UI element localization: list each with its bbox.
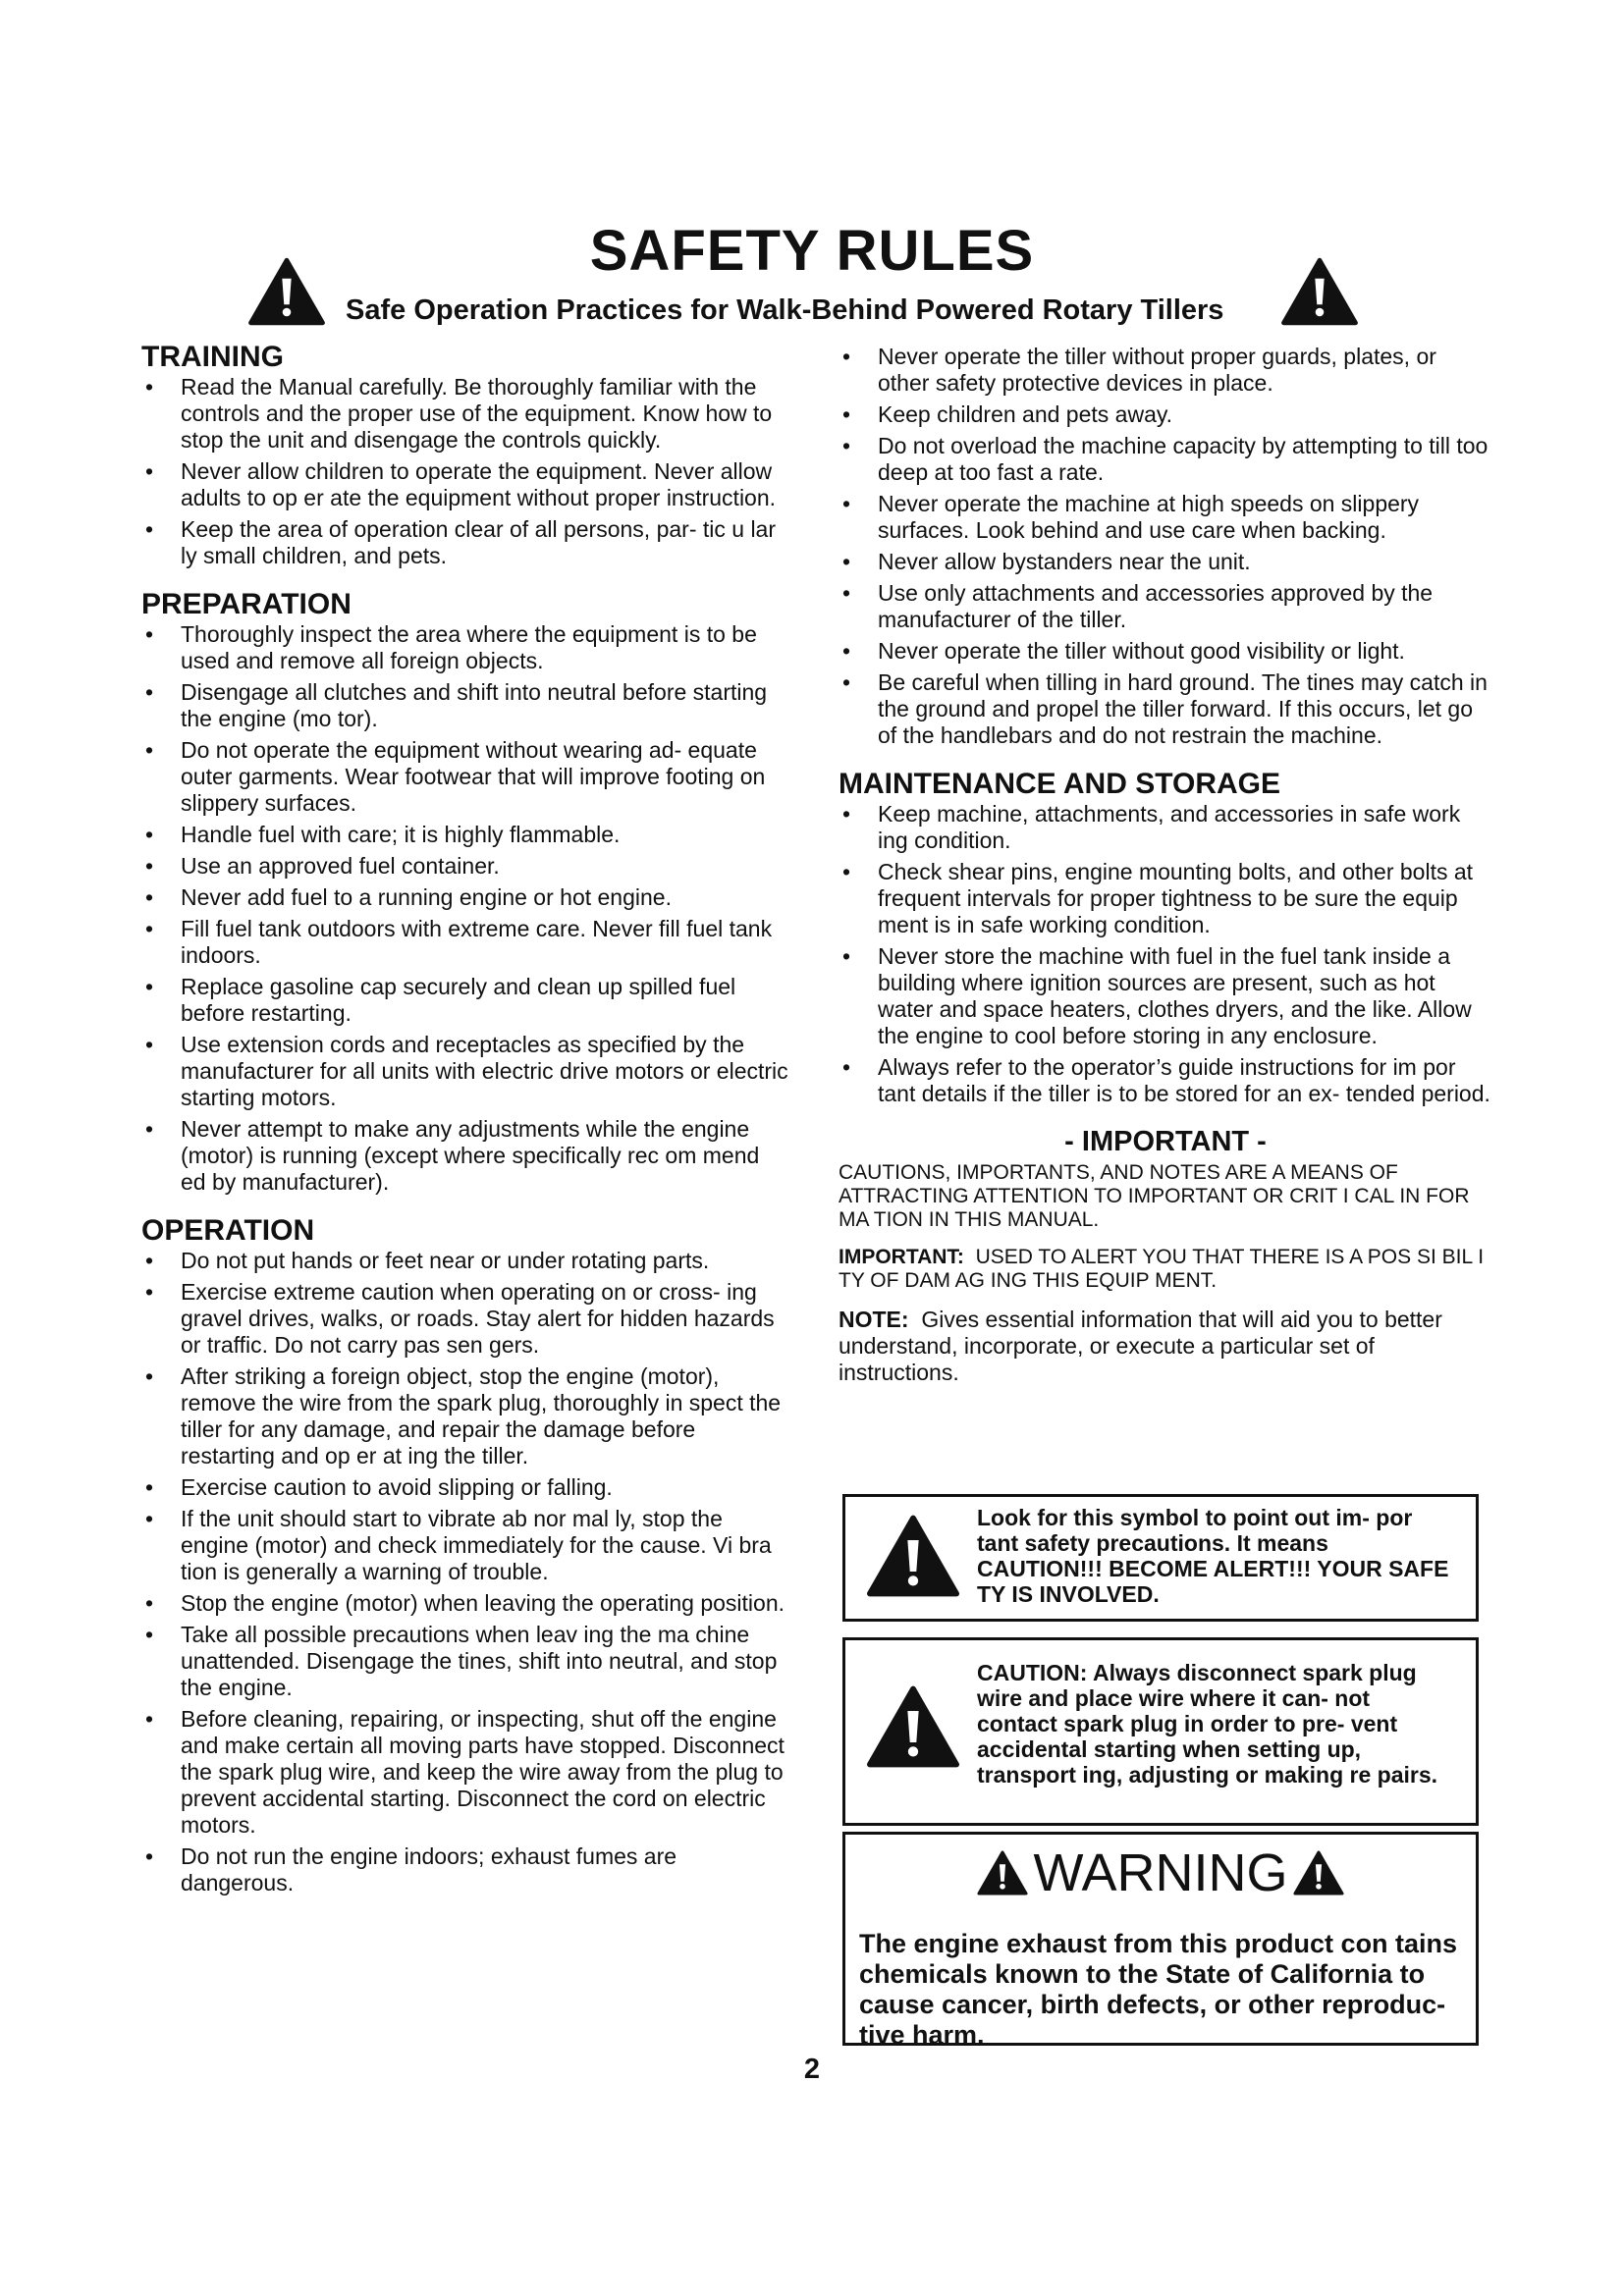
warning-triangle-icon (867, 1683, 959, 1770)
warning-text: The engine exhaust from this product con tains chemicals known to the State of California to cause cancer, birth defects, or other reproduc- tive harm. (859, 1929, 1458, 2050)
warning-box (842, 1832, 1479, 2050)
note-definition (839, 1307, 1492, 1386)
important-text: USED TO ALERT YOU THAT THERE IS A POS SI BIL I TY OF DAM AG ING THIS EQUIP MENT. (839, 1246, 1485, 1292)
list-item: • If the unit should start to vibrate ab nor mal ly, stop the engine (motor) and check immediately for the cause. Vi bra tion is generally a warning of trouble. (141, 1506, 789, 1585)
section-title-operation: OPERATION (141, 1214, 315, 1247)
list-item: • Fill fuel tank outdoors with extreme care. Never fill fuel tank indoors. (141, 916, 789, 969)
list-item: • Do not run the engine indoors; exhaust fumes are dangerous. (141, 1843, 789, 1896)
list-item: • Never allow bystanders near the unit. (839, 549, 1492, 575)
operation-continued-list (839, 344, 1492, 749)
important-definition (839, 1246, 1492, 1293)
list-item: • Keep machine, attachments, and accessories in safe work ing condition. (839, 801, 1492, 854)
list-item: • Stop the engine (motor) when leaving the operating position. (141, 1590, 789, 1617)
list-item: • Use an approved fuel container. (141, 853, 789, 880)
safety-symbol-text: Look for this symbol to point out im- por tant safety precautions. It means CAUTION!!! BECOME ALERT!!! YOUR SAFE TY IS INVOLVED. (977, 1505, 1449, 1607)
warning-triangle-icon (977, 1850, 1028, 1896)
safety-symbol-box (842, 1494, 1479, 1622)
list-item: • Do not overload the machine capacity by attempting to till too deep at too fast a rate. (839, 433, 1492, 486)
list-item: • Read the Manual carefully. Be thoroughly familiar with the controls and the proper use of the equipment. Know how to stop the unit and disengage the controls quickly. (141, 374, 789, 454)
page-title: SAFETY RULES (589, 219, 1035, 283)
list-item: • Exercise caution to avoid slipping or falling. (141, 1474, 789, 1501)
list-item: • Before cleaning, repairing, or inspecting, shut off the engine and make certain all moving parts have stopped. Disconnect the spark plug wire, and keep the wire away from the plug to prevent accidental starting. Disconnect the cord on electric motors. (141, 1706, 789, 1839)
warning-triangle-icon (1293, 1850, 1344, 1896)
list-item: • Never add fuel to a running engine or hot engine. (141, 884, 789, 911)
list-item: • Do not operate the equipment without wearing ad- equate outer garments. Wear footwear that will improve footing on slippery surfaces. (141, 737, 789, 817)
list-item: • Handle fuel with care; it is highly flammable. (141, 822, 789, 848)
list-item: • Be careful when tilling in hard ground. The tines may catch in the ground and propel the tiller forward. If this occurs, let go of the handlebars and do not restrain the machine. (839, 669, 1492, 749)
warning-title: WARNING (1033, 1843, 1288, 1902)
caution-box (842, 1637, 1479, 1826)
caution-text: CAUTION: Always disconnect spark plug wire and place wire where it can- not contact spark plug in order to pre- vent accidental starting when setting up, transport ing, adjusting or making re pairs. (977, 1660, 1438, 1788)
section-title-maintenance: MAINTENANCE AND STORAGE (839, 768, 1281, 800)
list-item: • Never attempt to make any adjustments while the engine (motor) is running (except where specifically rec om mend ed by manufacturer). (141, 1116, 789, 1196)
note-label: NOTE: (839, 1307, 909, 1332)
list-item: • Always refer to the operator’s guide instructions for im por tant details if the tiller is to be stored for an ex- tended period. (839, 1054, 1492, 1107)
list-item: • Keep children and pets away. (839, 401, 1492, 428)
list-item: • Keep the area of operation clear of all persons, par- tic u lar ly small children, and pets. (141, 516, 789, 569)
list-item: • Never operate the tiller without good visibility or light. (839, 638, 1492, 665)
list-item: • Never store the machine with fuel in the fuel tank inside a building where ignition sources are present, such as hot water and space heaters, clothes dryers, and the like. Allow the engine to cool before storing in any enclosure. (839, 943, 1492, 1049)
page-number: 2 (803, 2054, 821, 2085)
list-item: • After striking a foreign object, stop the engine (motor), remove the wire from the spark plug, thoroughly in spect the tiller for any damage, and repair the damage before restarting and op er at ing the tiller. (141, 1363, 789, 1469)
left-column (141, 341, 789, 1918)
warning-heading (845, 1842, 1476, 1903)
warning-triangle-icon (867, 1513, 959, 1599)
section-title-preparation: PREPARATION (141, 588, 352, 620)
list-item: • Never allow children to operate the equipment. Never allow adults to op er ate the equipment without proper instruction. (141, 458, 789, 511)
operation-list (141, 1248, 789, 1896)
important-label: IMPORTANT: (839, 1246, 964, 1268)
training-list (141, 374, 789, 569)
list-item: • Take all possible precautions when leav ing the ma chine unattended. Disengage the tines, shift into neutral, and stop the engine. (141, 1622, 789, 1701)
list-item: • Do not put hands or feet near or under rotating parts. (141, 1248, 789, 1274)
section-title-training: TRAINING (141, 341, 284, 373)
important-title: - IMPORTANT - (1064, 1126, 1267, 1157)
important-intro: CAUTIONS, IMPORTANTS, AND NOTES ARE A MEANS OF ATTRACTING ATTENTION TO IMPORTANT OR CRIT I CAL IN FOR MA TION IN THIS MANUAL. (839, 1161, 1470, 1231)
list-item: • Exercise extreme caution when operating on or cross- ing gravel drives, walks, or roads. Stay alert for hidden hazards or traffic. Do not carry pas sen gers. (141, 1279, 789, 1359)
note-text: Gives essential information that will aid you to better understand, incorporate, or execute a particular set of instructions. (839, 1307, 1442, 1385)
page-subtitle: Safe Operation Practices for Walk-Behind Powered Rotary Tillers (346, 294, 1224, 326)
list-item: • Check shear pins, engine mounting bolts, and other bolts at frequent intervals for proper tightness to be sure the equip ment is in safe working condition. (839, 859, 1492, 938)
list-item: • Disengage all clutches and shift into neutral before starting the engine (mo tor). (141, 679, 789, 732)
list-item: • Replace gasoline cap securely and clean up spilled fuel before restarting. (141, 974, 789, 1027)
preparation-list (141, 621, 789, 1196)
list-item: • Use extension cords and receptacles as specified by the manufacturer for all units with electric drive motors or electric starting motors. (141, 1032, 789, 1111)
right-column (839, 344, 1492, 1404)
list-item: • Never operate the tiller without proper guards, plates, or other safety protective devices in place. (839, 344, 1492, 397)
maintenance-list (839, 801, 1492, 1107)
warning-triangle-icon (1272, 257, 1367, 326)
list-item: • Thoroughly inspect the area where the equipment is to be used and remove all foreign objects. (141, 621, 789, 674)
list-item: • Use only attachments and accessories approved by the manufacturer of the tiller. (839, 580, 1492, 633)
list-item: • Never operate the machine at high speeds on slippery surfaces. Look behind and use care when backing. (839, 491, 1492, 544)
